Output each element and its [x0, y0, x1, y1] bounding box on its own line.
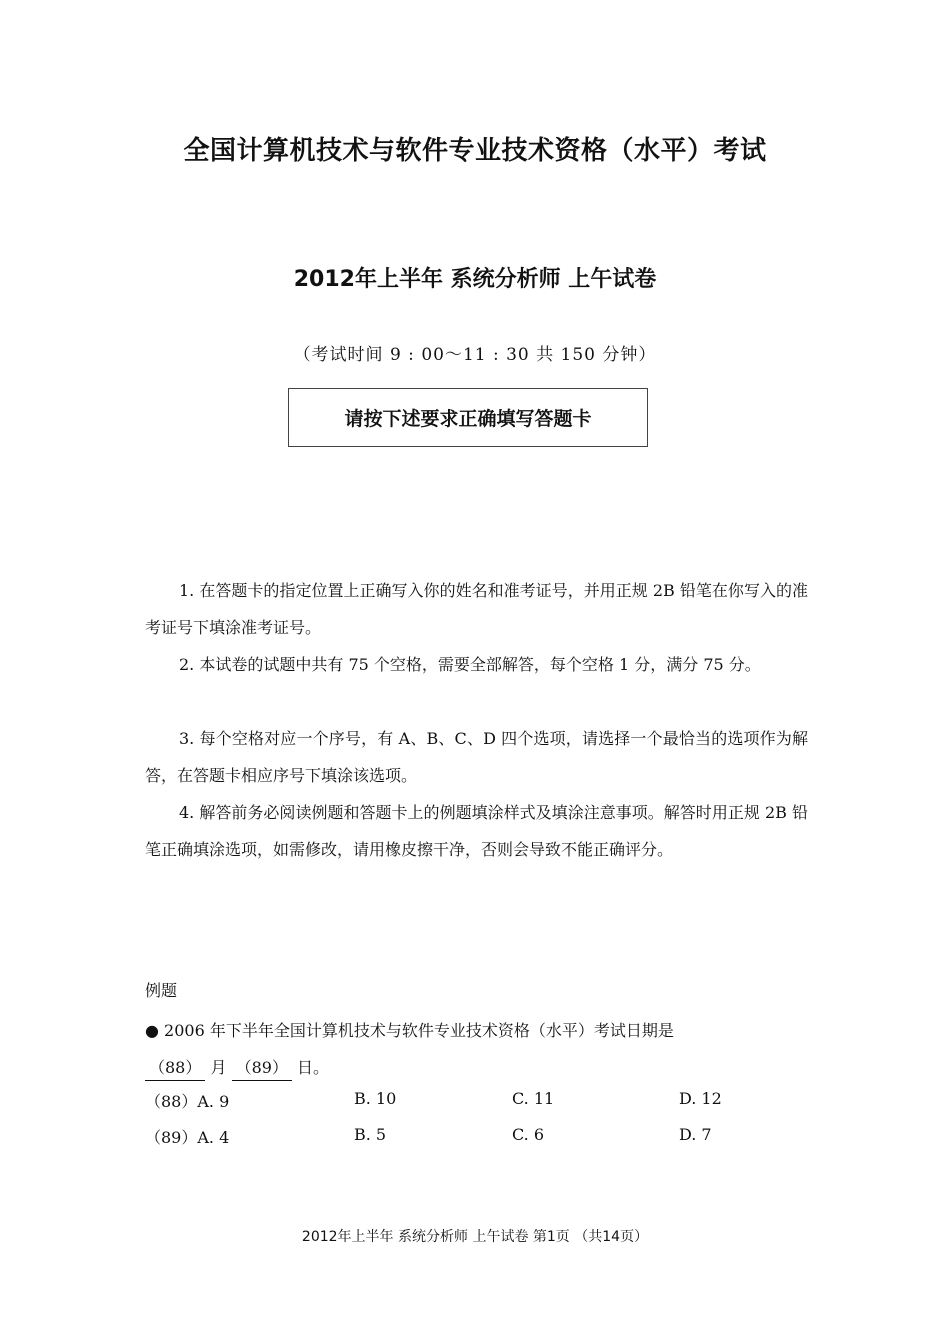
exam-subtitle: 2012年上半年 系统分析师 上午试卷	[293, 267, 657, 292]
example-label: 例题	[145, 981, 178, 1000]
answer-blank-89: （89）	[232, 1056, 292, 1081]
question-month: 月	[210, 1058, 227, 1077]
option-row-89	[145, 1125, 808, 1155]
option-89-c: C. 6	[512, 1125, 545, 1144]
notice-text: 请按下述要求正确填写答题卡	[344, 408, 592, 430]
answer-blank-88: （88）	[145, 1056, 205, 1081]
option-row-88	[145, 1089, 808, 1119]
option-88-d: D. 12	[679, 1089, 722, 1108]
instruction-item-1: 1. 在答题卡的指定位置上正确写入你的姓名和准考证号，并用正规 2B 铅笔在你写入的准考证号下填涂准考证号。	[145, 581, 808, 637]
option-89-a: （89）A. 4	[145, 1128, 230, 1147]
option-89-d: D. 7	[679, 1125, 712, 1144]
page-title: 全国计算机技术与软件专业技术资格（水平）考试	[183, 136, 767, 166]
question-prefix: ● 2006 年下半年全国计算机技术与软件专业技术资格（水平）考试日期是	[145, 1021, 674, 1040]
instruction-item-3: 3. 每个空格对应一个序号，有 A、B、C、D 四个选项，请选择一个最恰当的选项作为解答，在答题卡相应序号下填涂该选项。	[145, 729, 808, 785]
option-88-b: B. 10	[354, 1089, 397, 1108]
option-89-b: B. 5	[354, 1125, 387, 1144]
question-day: 日。	[297, 1058, 330, 1077]
example-question	[145, 1012, 808, 1086]
page-footer: 2012年上半年 系统分析师 上午试卷 第1页 （共14页）	[301, 1229, 649, 1245]
option-88-c: C. 11	[512, 1089, 555, 1108]
instruction-item-2: 2. 本试卷的试题中共有 75 个空格，需要全部解答，每个空格 1 分，满分 75 分。	[179, 655, 761, 674]
option-88-a: （88）A. 9	[145, 1092, 230, 1111]
answer-sheet-notice-box	[288, 388, 648, 447]
exam-time: （考试时间 9 : 00～11 : 30 共 150 分钟）	[293, 345, 657, 365]
instruction-item-4: 4. 解答前务必阅读例题和答题卡上的例题填涂样式及填涂注意事项。解答时用正规 2B 铅笔正确填涂选项，如需修改，请用橡皮擦干净，否则会导致不能正确评分。	[145, 803, 808, 859]
